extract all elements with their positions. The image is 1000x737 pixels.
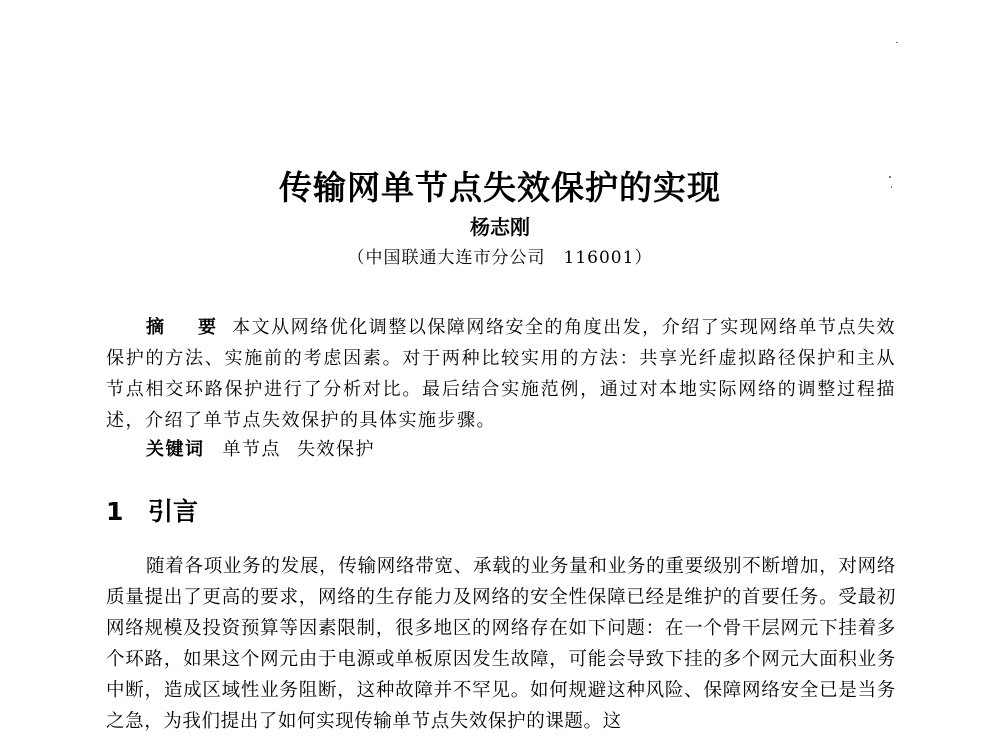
abstract-paragraph — [106, 312, 896, 436]
author-affiliation: （中国联通大连市分公司 116001） — [347, 248, 653, 268]
author-name: 杨志刚 — [470, 215, 530, 239]
paper-title: 传输网单节点失效保护的实现 — [279, 168, 721, 207]
section-number: 1 — [106, 497, 124, 526]
body-paragraph: 随着各项业务的发展，传输网络带宽、承载的业务量和业务的重要级别不断增加，对网络质量提出了更高的要求，网络的生存能力及网络的安全性保障已经是维护的首要任务。受最初网络规模及投资预算等因素限制，很多地区的网络存在如下问题：在一个骨干层网元下挂着多个环路，如果这个网元由于电源或单板原因发生故障，可能会导致下挂的多个网元大面积业务中断，造成区域性业务阻断，这种故障并不罕见。如何规避这种风险、保障网络安全已是当务之急，为我们提出了如何实现传输单节点失效保护的课题。这 — [106, 556, 896, 732]
keyword-item: 失效保护 — [297, 439, 375, 460]
keyword-item: 单节点 — [222, 439, 281, 460]
section-heading — [106, 496, 198, 528]
abstract-label: 摘 要 — [146, 317, 225, 338]
scan-speck — [889, 176, 891, 178]
scan-speck — [891, 186, 892, 188]
keywords-line — [146, 436, 391, 464]
section-title: 引言 — [148, 497, 199, 526]
abstract-text: 本文从网络优化调整以保障网络安全的角度出发，介绍了实现网络单节点失效保护的方法、实施前的考虑因素。对于两种比较实用的方法：共享光纤虚拟路径保护和主从节点相交环路保护进行了分析对比。最后结合实施范例，通过对本地实际网络的调整过程描述，介绍了单节点失效保护的具体实施步骤。 — [106, 317, 897, 431]
keywords-label: 关键词 — [146, 439, 205, 460]
scan-speck — [896, 42, 898, 43]
